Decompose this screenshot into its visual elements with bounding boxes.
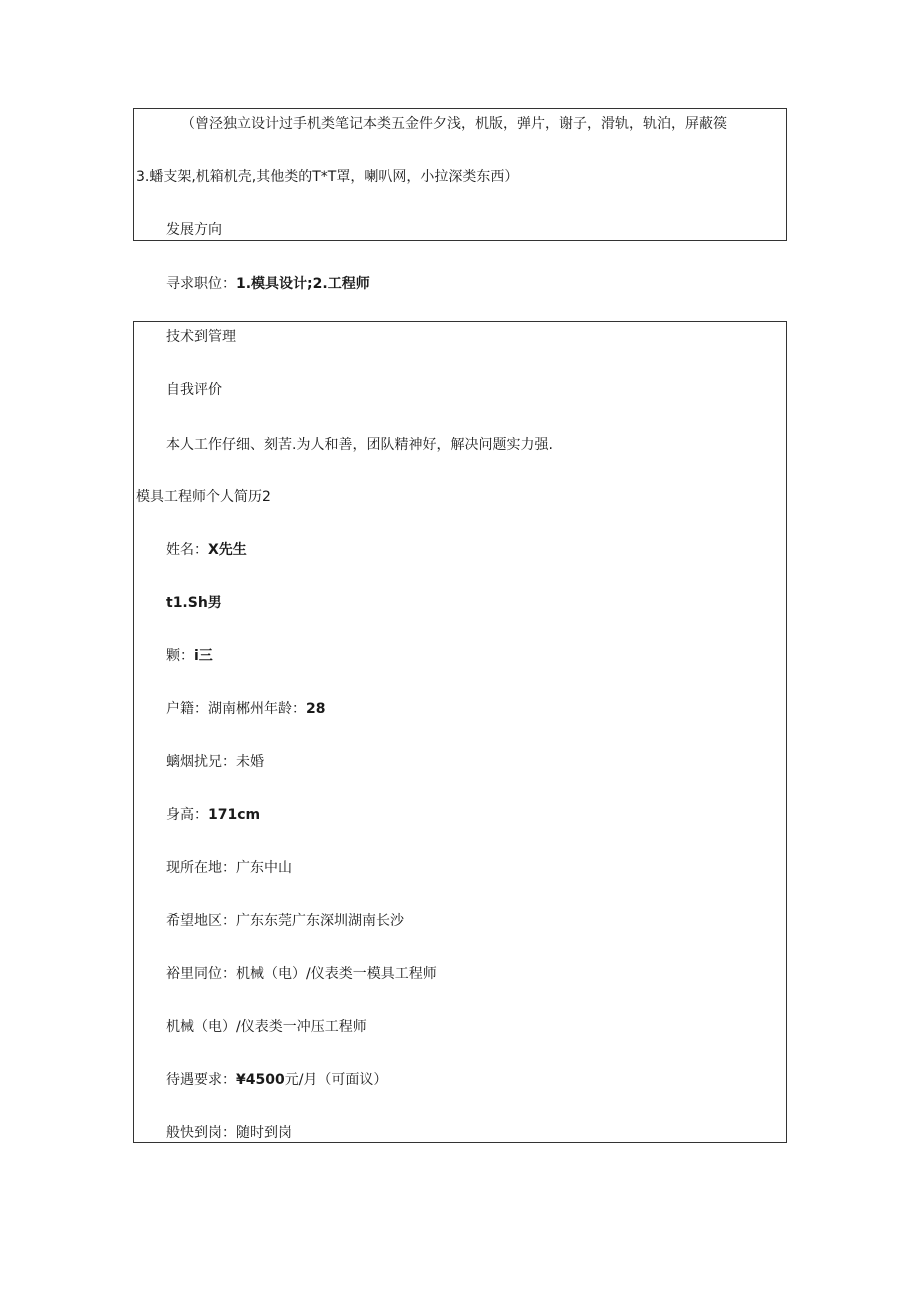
desired-position-label: 裕里同位： [166,966,236,982]
experience-text-2: 3.蟠支架,机箱机壳,其他类的T*T罩，喇叭网，小拉深类东西） [136,169,519,185]
management-text: 技术到管理 [166,329,236,345]
misc-line [166,646,213,666]
experience-line-1 [181,114,727,134]
location-label: 现所在地： [166,860,236,876]
salary-value: ¥4500 [236,1072,285,1088]
self-eval-heading-text: 自我评价 [166,382,222,398]
hometown-line [166,699,325,719]
hometown-label: 户籍： [166,701,208,717]
marital-value: 未婚 [236,754,264,770]
self-eval-text-line [166,435,553,455]
desired-position-line-2 [166,1017,367,1037]
location-value: 广东中山 [236,860,292,876]
start-date-value: 随时到岗 [236,1125,292,1141]
experience-line-2 [136,167,518,187]
gender-text: t1.Sh男 [166,595,222,611]
job-target-value: 1.模具设计;2.工程师 [236,276,370,292]
salary-line [166,1070,387,1090]
resume-title [136,487,271,507]
job-target-label: 寻求职位： [166,276,236,292]
name-label: 姓名： [166,542,208,558]
age-value: 28 [306,701,326,717]
gender-line [166,593,222,613]
marital-label: 螭烟扰兄： [166,754,236,770]
name-line [166,540,247,560]
desired-area-line [166,911,404,931]
height-line [166,805,260,825]
marital-line [166,752,264,772]
self-eval-heading [166,380,222,400]
development-heading [166,220,222,240]
desired-area-label: 希望地区： [166,913,236,929]
desired-area-value: 广东东莞广东深圳湖南长沙 [236,913,404,929]
misc-value: i三 [194,648,213,664]
start-date-label: 般快到岗： [166,1125,236,1141]
resume-title-text: 模具工程师个人简历2 [136,489,271,505]
location-line [166,858,292,878]
name-value: X先生 [208,542,247,558]
salary-suffix: 元/月（可面议） [284,1072,388,1088]
desired-position-value-2: 机械（电）/仪表类一冲压工程师 [166,1019,367,1035]
start-date-line [166,1123,292,1143]
height-value: 171cm [208,807,261,823]
experience-text-1: （曾泾独立设计过手机类笔记本类五金件夕浅，机版，弹片，谢子，滑轨，轨泊，屏蔽篌 [181,116,727,132]
management-line [166,327,236,347]
salary-label: 待遇要求： [166,1072,236,1088]
height-label: 身高： [166,807,208,823]
hometown-value: 湖南郴州年龄： [208,701,306,717]
desired-position-line [166,964,437,984]
job-target-line [166,274,370,294]
misc-label: 颗： [166,648,194,664]
self-eval-text: 本人工作仔细、刻苦.为人和善，团队精神好，解决问题实力强. [166,437,553,453]
desired-position-value: 机械（电）/仪表类一模具工程师 [236,966,437,982]
development-heading-text: 发展方向 [166,222,222,238]
